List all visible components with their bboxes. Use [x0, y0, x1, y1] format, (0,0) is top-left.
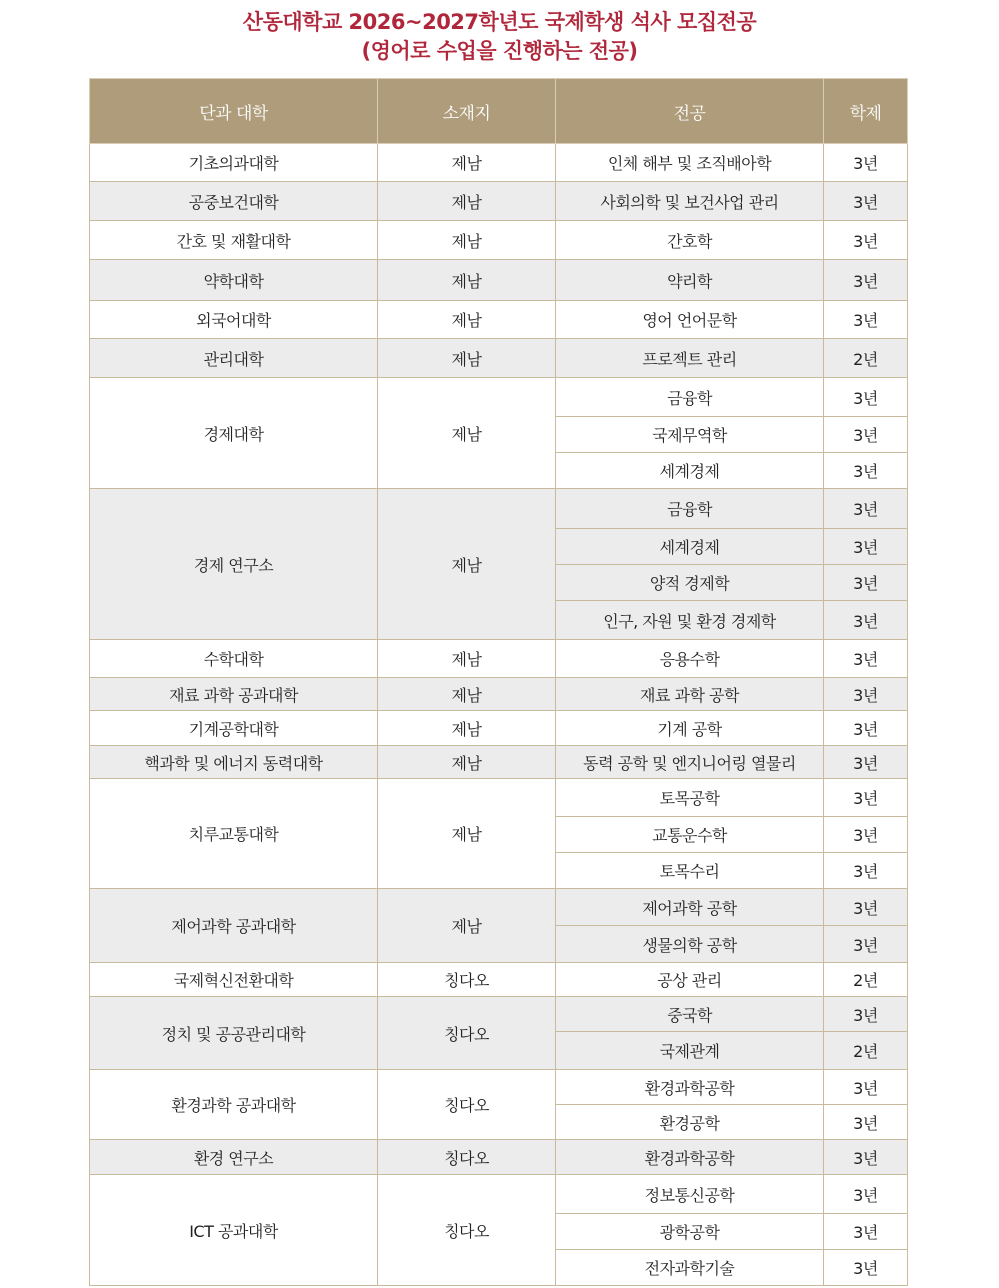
- duration-cell: 2년: [824, 963, 908, 997]
- college-cell: 환경과학 공과대학: [90, 1070, 378, 1140]
- page-title: 산동대학교 2026~2027학년도 국제학생 석사 모집전공: [242, 10, 757, 34]
- major-cell: 국제무역학: [556, 417, 824, 453]
- table-header-row: [90, 79, 908, 144]
- table-row: [90, 182, 908, 221]
- duration-cell: 3년: [824, 529, 908, 565]
- duration-cell: 3년: [824, 489, 908, 529]
- header-location: 소재지: [378, 79, 556, 144]
- major-cell: 제어과학 공학: [556, 889, 824, 926]
- major-cell: 기계 공학: [556, 711, 824, 746]
- header-college: 단과 대학: [90, 79, 378, 144]
- table-row: [90, 1140, 908, 1175]
- major-cell: 환경과학공학: [556, 1070, 824, 1105]
- duration-cell: 3년: [824, 301, 908, 339]
- major-cell: 사회의학 및 보건사업 관리: [556, 182, 824, 221]
- table-row: [90, 378, 908, 417]
- table-row: [90, 301, 908, 339]
- major-cell: 간호학: [556, 221, 824, 260]
- duration-cell: 3년: [824, 711, 908, 746]
- location-cell: 칭다오: [378, 997, 556, 1070]
- college-cell: 기계공학대학: [90, 711, 378, 746]
- table-row: [90, 889, 908, 926]
- table-row: [90, 997, 908, 1032]
- major-cell: 프로젝트 관리: [556, 339, 824, 378]
- major-cell: 생물의학 공학: [556, 926, 824, 963]
- duration-cell: 3년: [824, 601, 908, 640]
- duration-cell: 3년: [824, 1070, 908, 1105]
- location-cell: 제남: [378, 260, 556, 301]
- major-cell: 금융학: [556, 378, 824, 417]
- duration-cell: 3년: [824, 678, 908, 711]
- major-cell: 광학공학: [556, 1214, 824, 1250]
- college-cell: 관리대학: [90, 339, 378, 378]
- table-row: [90, 339, 908, 378]
- location-cell: 제남: [378, 144, 556, 182]
- major-cell: 공상 관리: [556, 963, 824, 997]
- major-cell: 국제관계: [556, 1032, 824, 1070]
- duration-cell: 3년: [824, 889, 908, 926]
- table-row: [90, 779, 908, 817]
- location-cell: 제남: [378, 221, 556, 260]
- table-row: [90, 963, 908, 997]
- duration-cell: 3년: [824, 997, 908, 1032]
- duration-cell: 2년: [824, 1032, 908, 1070]
- major-cell: 토목공학: [556, 779, 824, 817]
- duration-cell: 2년: [824, 339, 908, 378]
- duration-cell: 3년: [824, 779, 908, 817]
- major-cell: 인체 해부 및 조직배아학: [556, 144, 824, 182]
- major-cell: 금융학: [556, 489, 824, 529]
- college-cell: 정치 및 공공관리대학: [90, 997, 378, 1070]
- duration-cell: 3년: [824, 453, 908, 489]
- college-cell: 공중보건대학: [90, 182, 378, 221]
- duration-cell: 3년: [824, 221, 908, 260]
- duration-cell: 3년: [824, 378, 908, 417]
- college-cell: 외국어대학: [90, 301, 378, 339]
- table-row: [90, 1070, 908, 1105]
- college-cell: 국제혁신전환대학: [90, 963, 378, 997]
- major-cell: 인구, 자원 및 환경 경제학: [556, 601, 824, 640]
- college-cell: 기초의과대학: [90, 144, 378, 182]
- duration-cell: 3년: [824, 565, 908, 601]
- major-cell: 동력 공학 및 엔지니어링 열물리: [556, 746, 824, 779]
- college-cell: 간호 및 재활대학: [90, 221, 378, 260]
- location-cell: 칭다오: [378, 1140, 556, 1175]
- table-row: [90, 489, 908, 529]
- major-cell: 세계경제: [556, 453, 824, 489]
- header-major: 전공: [556, 79, 824, 144]
- location-cell: 제남: [378, 378, 556, 489]
- location-cell: 제남: [378, 711, 556, 746]
- college-cell: 재료 과학 공과대학: [90, 678, 378, 711]
- table-row: [90, 640, 908, 678]
- major-cell: 환경과학공학: [556, 1140, 824, 1175]
- page-subtitle: (영어로 수업을 진행하는 전공): [361, 39, 638, 63]
- table-row: [90, 260, 908, 301]
- major-cell: 교통운수학: [556, 817, 824, 853]
- college-cell: 경제대학: [90, 378, 378, 489]
- duration-cell: 3년: [824, 260, 908, 301]
- college-cell: 환경 연구소: [90, 1140, 378, 1175]
- major-cell: 정보통신공학: [556, 1175, 824, 1214]
- major-cell: 약리학: [556, 260, 824, 301]
- duration-cell: 3년: [824, 746, 908, 779]
- major-cell: 양적 경제학: [556, 565, 824, 601]
- location-cell: 칭다오: [378, 963, 556, 997]
- table-row: [90, 221, 908, 260]
- location-cell: 제남: [378, 339, 556, 378]
- table-row: [90, 1175, 908, 1214]
- table-row: [90, 678, 908, 711]
- location-cell: 제남: [378, 182, 556, 221]
- location-cell: 제남: [378, 640, 556, 678]
- college-cell: 수학대학: [90, 640, 378, 678]
- duration-cell: 3년: [824, 853, 908, 889]
- college-cell: 약학대학: [90, 260, 378, 301]
- major-cell: 토목수리: [556, 853, 824, 889]
- location-cell: 칭다오: [378, 1175, 556, 1286]
- college-cell: 핵과학 및 에너지 동력대학: [90, 746, 378, 779]
- duration-cell: 3년: [824, 1214, 908, 1250]
- major-cell: 재료 과학 공학: [556, 678, 824, 711]
- college-cell: 제어과학 공과대학: [90, 889, 378, 963]
- duration-cell: 3년: [824, 1250, 908, 1286]
- location-cell: 제남: [378, 889, 556, 963]
- table-row: [90, 746, 908, 779]
- major-cell: 환경공학: [556, 1105, 824, 1140]
- major-cell: 전자과학기술: [556, 1250, 824, 1286]
- duration-cell: 3년: [824, 817, 908, 853]
- duration-cell: 3년: [824, 144, 908, 182]
- location-cell: 제남: [378, 489, 556, 640]
- location-cell: 제남: [378, 779, 556, 889]
- duration-cell: 3년: [824, 417, 908, 453]
- major-cell: 세계경제: [556, 529, 824, 565]
- major-cell: 중국학: [556, 997, 824, 1032]
- college-cell: 치루교통대학: [90, 779, 378, 889]
- major-cell: 영어 언어문학: [556, 301, 824, 339]
- location-cell: 제남: [378, 301, 556, 339]
- table-row: [90, 711, 908, 746]
- college-cell: 경제 연구소: [90, 489, 378, 640]
- duration-cell: 3년: [824, 182, 908, 221]
- major-cell: 응용수학: [556, 640, 824, 678]
- table-row: [90, 144, 908, 182]
- duration-cell: 3년: [824, 1105, 908, 1140]
- duration-cell: 3년: [824, 926, 908, 963]
- table-body: [90, 144, 908, 1286]
- location-cell: 칭다오: [378, 1070, 556, 1140]
- duration-cell: 3년: [824, 1140, 908, 1175]
- header-duration: 학제: [824, 79, 908, 144]
- college-cell: ICT 공과대학: [90, 1175, 378, 1286]
- duration-cell: 3년: [824, 1175, 908, 1214]
- majors-table: [89, 78, 908, 1286]
- location-cell: 제남: [378, 746, 556, 779]
- location-cell: 제남: [378, 678, 556, 711]
- duration-cell: 3년: [824, 640, 908, 678]
